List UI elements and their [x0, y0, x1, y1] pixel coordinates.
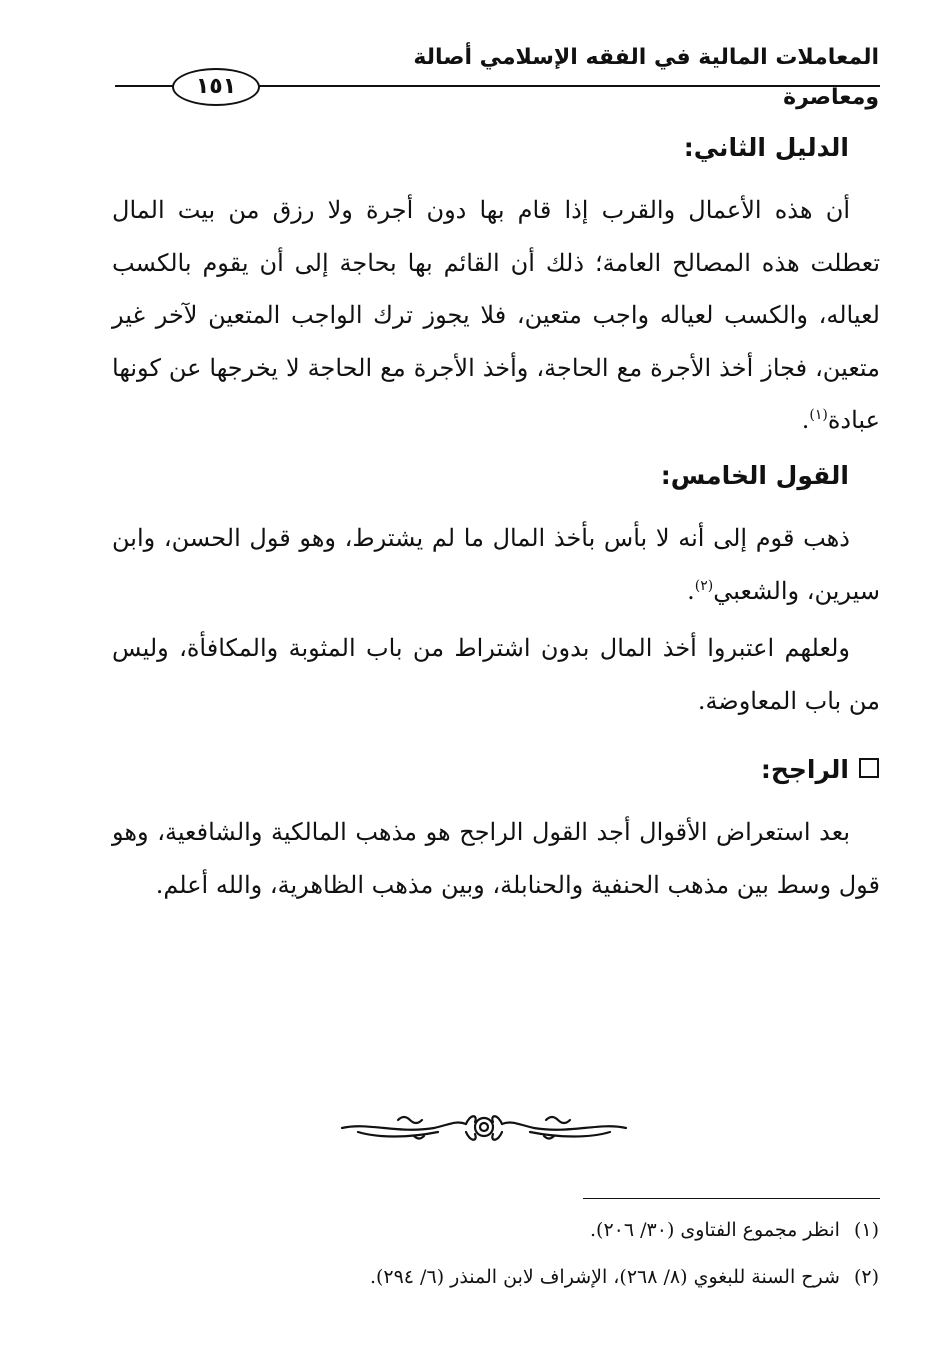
- footnote-number: (١): [853, 1219, 879, 1241]
- decorative-divider-icon: [338, 1108, 630, 1148]
- paragraph-text: ذهب قوم إلى أنه لا بأس بأخذ المال ما لم يشترط، وهو قول الحسن، وابن سيرين، والشعبي: [112, 524, 880, 605]
- footnote-2: [179, 1262, 879, 1292]
- paragraph-preferred: بعد استعراض الأقوال أجد القول الراجح هو مذهب المالكية والشافعية، وهو قول وسط بين مذهب الحنفية والحنابلة، وبين مذهب الظاهرية، والله أعلم.: [112, 818, 880, 899]
- preferred-heading-text: الراجح:: [760, 755, 849, 784]
- running-title: المعاملات المالية في الفقه الإسلامي أصالة ومعاصرة: [413, 45, 879, 110]
- page-number: ١٥١: [172, 68, 260, 106]
- footnote-ref-2[interactable]: (٢): [694, 577, 714, 594]
- footnote-text: شرح السنة للبغوي (٨/ ٢٦٨)، الإشراف لابن المنذر (٦/ ٢٩٤).: [369, 1266, 840, 1288]
- paragraph-reward-note: ولعلهم اعتبروا أخذ المال بدون اشتراط من باب المثوبة والمكافأة، وليس من باب المعاوضة.: [112, 634, 880, 715]
- paragraph-fifth-opinion: [112, 512, 880, 617]
- square-bullet-icon: [859, 758, 879, 778]
- section-heading-evidence-two: الدليل الثاني:: [683, 133, 849, 162]
- paragraph-text: أن هذه الأعمال والقرب إذا قام بها دون أجرة ولا رزق من بيت المال تعطلت هذه المصالح العامة؛ ذلك أن القائم بها بحاجة إلى أن يقوم بالكسب لعياله، والكسب لعياله واجب متعين، فلا يجوز ترك الواجب المتعين لآخر غير متعين، فجاز أخذ الأجرة مع الحاجة، وأخذ الأجرة مع الحاجة لا يخرجها عن كونها عبادة: [112, 196, 880, 434]
- footnote-number: (٢): [853, 1266, 879, 1288]
- footnote-ref-1[interactable]: (١): [809, 407, 828, 423]
- sentence-end: .: [687, 576, 695, 605]
- sentence-end: .: [801, 406, 810, 434]
- section-heading-fifth-opinion: القول الخامس:: [660, 461, 849, 490]
- footnote-text: انظر مجموع الفتاوى (٣٠/ ٢٠٦).: [589, 1219, 840, 1241]
- section-heading-preferred: [379, 750, 879, 790]
- paragraph-evidence-two: [112, 184, 880, 447]
- footnote-1: [179, 1215, 879, 1245]
- footnote-separator: [583, 1198, 880, 1199]
